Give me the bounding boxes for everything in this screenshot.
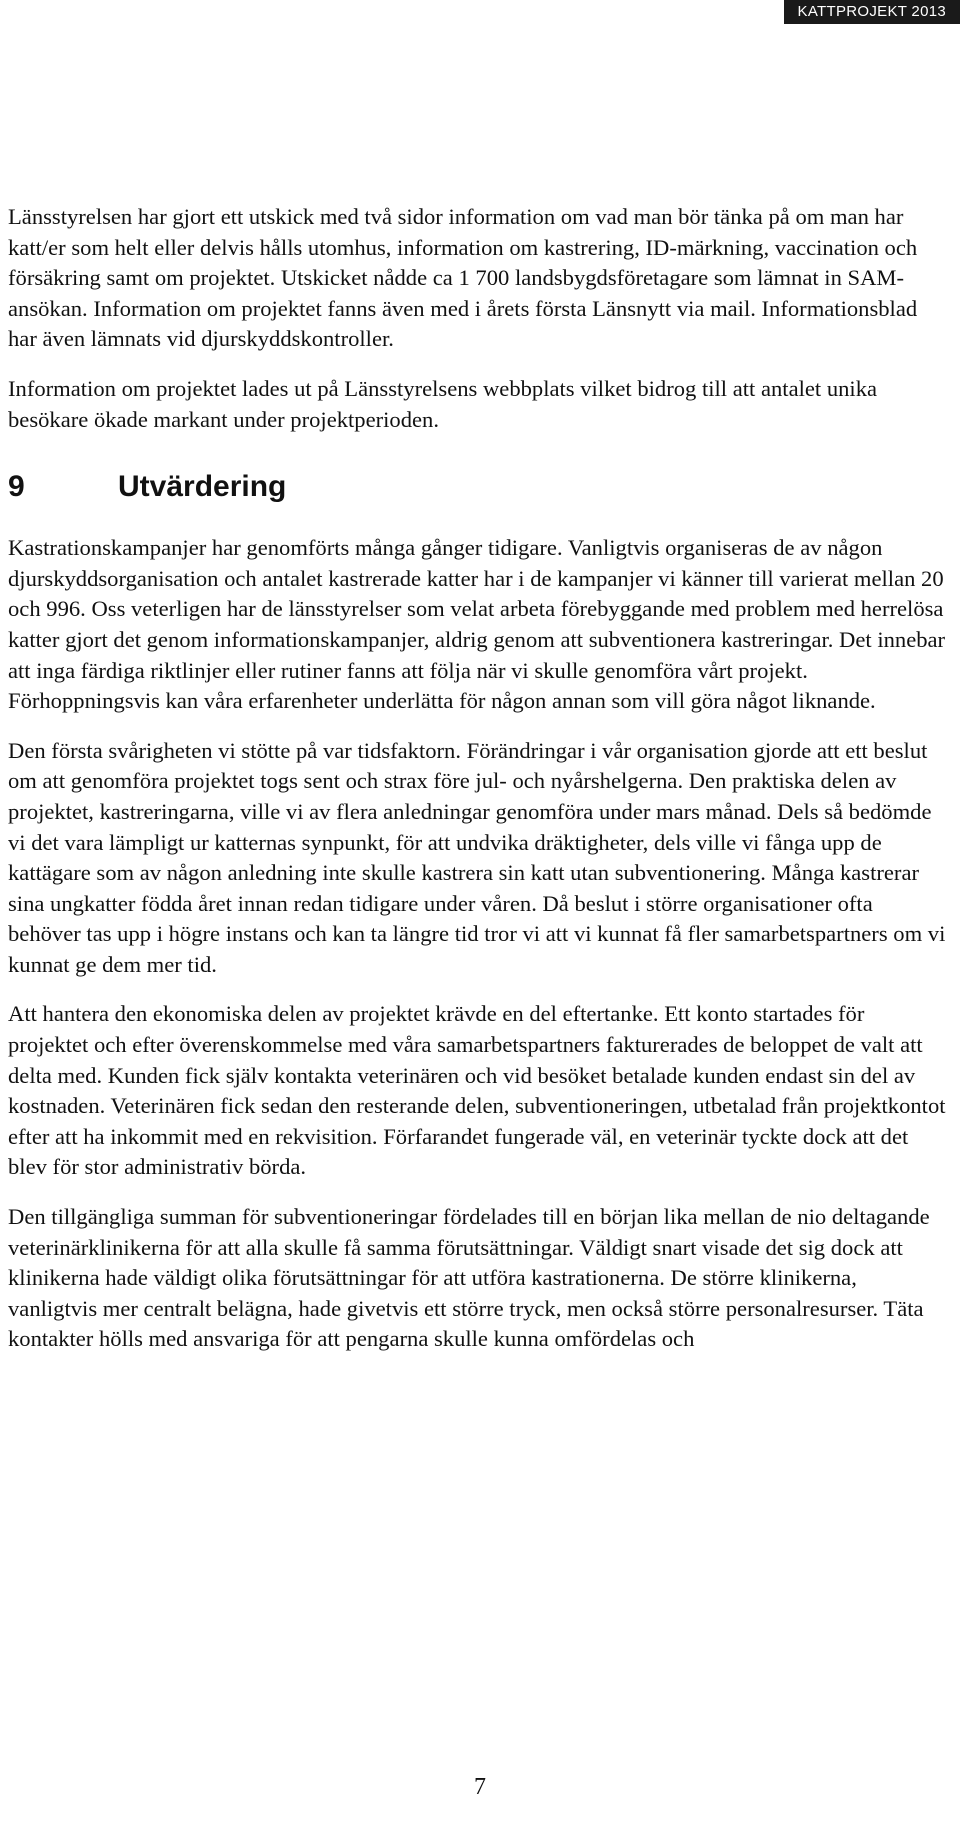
intro-paragraph-1: Länsstyrelsen har gjort ett utskick med två sidor information om vad man bör tänka på om man har katt/er som helt eller delvis hålls utomhus, information om kastrering, ID-märkning, vaccination och försäkring samt om projektet. Utskicket nådde ca 1 700 landsbygdsföretagare som lämnat in SAM-ansökan. Information om projektet fanns även med i årets första Länsnytt via mail. Informationsblad har även lämnats vid djurskyddskontroller. [8,204,918,352]
section-number: 9 [8,470,25,504]
section-title: Utvärdering [118,470,287,504]
page-number: 7 [474,1774,486,1800]
running-header-title: KATTPROJEKT 2013 [797,3,946,20]
running-header [784,0,960,24]
section-paragraph-3: Att hantera den ekonomiska delen av projektet krävde en del eftertanke. Ett konto startades för projektet och efter överenskommelse med våra samarbetspartners fakturerades de beloppet de valt att delta med. Kunden fick själv kontakta veterinären och vid besöket betalade kunden endast sin del av kostnaden. Veterinären fick sedan den resterande delen, subventioneringen, utbetalad från projektkontot efter att ha inkommit med en rekvisition. Förfarandet fungerade väl, en veterinär tyckte dock att det blev för stor administrativ börda. [8,1001,946,1180]
document-body [8,202,948,1374]
intro-paragraph-2: Information om projektet lades ut på Länsstyrelsens webbplats vilket bidrog till att antalet unika besökare ökade markant under projektperioden. [8,375,878,432]
section-paragraph-2: Den första svårigheten vi stötte på var tidsfaktorn. Förändringar i vår organisation gjorde att ett beslut om att genomföra projektet togs sent och strax före jul- och nyårshelgerna. Den praktiska delen av projektet, kastreringarna, ville vi av flera anledningar genomföra under mars månad. Dels så bedömde vi det vara lämpligt ur katternas synpunkt, för att undvika dräktigheter, dels ville vi fånga upp de kattägare som av någon anledning inte skulle kastrera sin katt utan subventionering. Många kastrerar sina ungkatter födda året innan redan tidigare under våren. Då beslut i större organisationer ofta behöver tas upp i högre instans och kan ta längre tid tror vi att vi kunnat få fler samarbetspartners om vi kunnat ge dem mer tid. [8,737,946,977]
section-paragraph-1: Kastrationskampanjer har genomförts många gånger tidigare. Vanligtvis organiseras de av någon djurskyddsorganisation och antalet kastrerade katter har i de kampanjer vi känner till varierat mellan 20 och 996. Oss veterligen har de länsstyrelser som velat arbeta förebyggande med problem med herrelösa katter gjort det genom informationskampanjer, aldrig genom att subventionera kastreringar. Det innebar att inga färdiga riktlinjer eller rutiner fanns att följa när vi skulle genomföra vårt projekt. Förhoppningsvis kan våra erfarenheter underlätta för någon annan som vill göra något liknande. [8,535,946,714]
section-paragraph-4: Den tillgängliga summan för subventioneringar fördelades till en början lika mellan de nio deltagande veterinärklinikerna för att alla skulle få samma förutsättningar. Väldigt snart visade det sig dock att klinikerna hade väldigt olika förutsättningar för att utföra kastrationerna. De större klinikerna, vanligtvis mer centralt belägna, hade givetvis ett större tryck, men också större personalresurser. Täta kontakter hölls med ansvariga för att pengarna skulle kunna omfördelas och [8,1204,930,1352]
section-heading [8,469,948,505]
